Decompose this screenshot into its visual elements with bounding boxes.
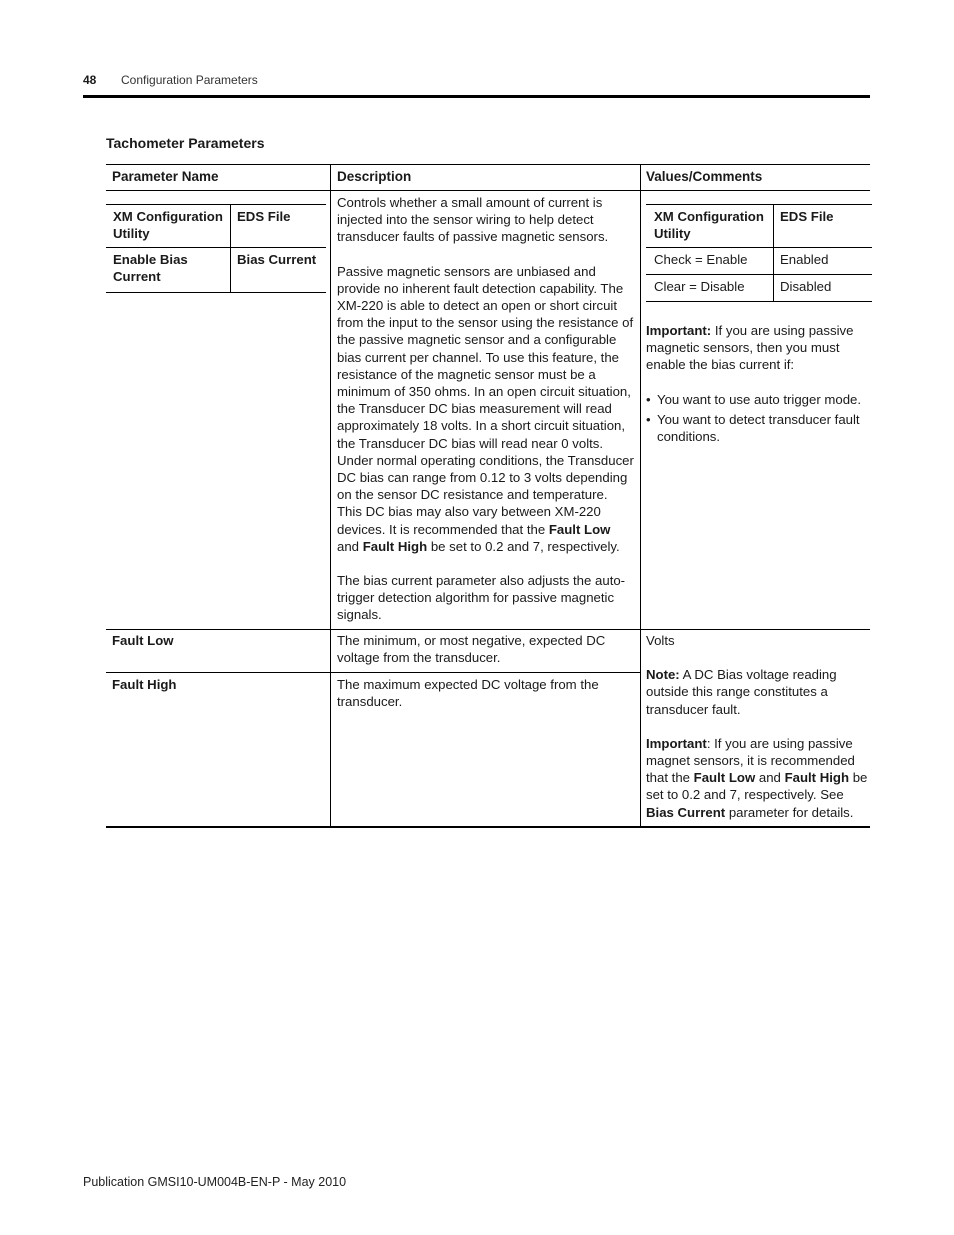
column-header-values: Values/Comments xyxy=(646,169,763,184)
page-number: 48 xyxy=(83,73,97,87)
bias-conditions-list xyxy=(646,391,864,446)
subtable-divider xyxy=(230,204,231,293)
subtable-rule xyxy=(646,274,872,275)
row-divider xyxy=(106,629,870,630)
column-divider xyxy=(640,164,641,827)
fault-note: Note: A DC Bias voltage reading outside this range constitutes a transducer fault. xyxy=(646,667,837,717)
values-cell: Enabled xyxy=(780,252,829,267)
subtable-rule xyxy=(646,247,872,248)
values-cell: Disabled xyxy=(780,279,832,294)
subtable-rule xyxy=(646,301,872,302)
subtable-divider xyxy=(773,204,774,302)
fault-high-name: Fault High xyxy=(112,677,177,692)
table-header-rule xyxy=(106,190,870,191)
description-paragraph: Controls whether a small amount of current is injected into the sensor wiring to help detect transducer faults of passive magnetic sensors. xyxy=(337,195,609,245)
header-rule xyxy=(83,95,870,98)
column-divider xyxy=(330,164,331,827)
section-title: Configuration Parameters xyxy=(121,73,258,87)
fault-values-comments xyxy=(646,632,868,821)
table-top-rule xyxy=(106,164,870,165)
subtable-rule xyxy=(106,204,326,205)
description-paragraph: The bias current parameter also adjusts the auto-trigger detection algorithm for passive magnetic signals. xyxy=(337,573,626,623)
values-header-utility: XM Configuration Utility xyxy=(654,209,764,242)
fault-low-description: The minimum, or most negative, expected DC voltage from the transducer. xyxy=(337,633,606,666)
table-bottom-rule xyxy=(106,826,870,828)
list-item: • You want to detect transducer fault conditions. xyxy=(646,411,864,445)
subtable-header-eds: EDS File xyxy=(237,209,291,224)
fault-low-name: Fault Low xyxy=(112,633,174,648)
row-divider xyxy=(106,672,640,673)
units: Volts xyxy=(646,633,675,648)
subtable-rule xyxy=(646,204,872,205)
subtable-rule xyxy=(106,247,326,248)
values-header-eds: EDS File xyxy=(780,209,834,224)
table-title: Tachometer Parameters xyxy=(106,135,265,151)
values-cell: Check = Enable xyxy=(654,252,748,267)
eds-parameter-name: Bias Current xyxy=(237,252,317,267)
list-item: • You want to use auto trigger mode. xyxy=(646,391,864,408)
fault-high-description: The maximum expected DC voltage from the transducer. xyxy=(337,677,599,710)
fault-important: Important: If you are using passive magnet sensors, it is recommended that the Fault Low and Fault High be set to 0.2 and 7, respectively. See Bias Current parameter for details. xyxy=(646,735,868,820)
subtable-header-utility: XM Configuration Utility xyxy=(113,209,223,242)
description-paragraph: Passive magnetic sensors are unbiased and provide no inherent fault detection capability. The XM-220 is able to detect an open or short circuit from the input to the sensor using the resistance of the passive magnetic sensor and a configurable bias current per channel. To use this feature, the resistance of the magnetic sensor must be a minimum of 350 ohms. In an open circuit situation, the Transducer DC bias measurement will read approximately 18 volts. In a short circuit situation, the Transducer DC bias will read near 0 volts. Under normal operating conditions, the Transducer DC bias can range from 0.12 to 3 volts depending on the sensor DC resistance and temperature. This DC bias may also vary between XM-220 devices. It is recommended that the Fault Low and Fault High be set to 0.2 and 7, respectively. xyxy=(337,263,634,554)
column-header-name: Parameter Name xyxy=(112,169,219,184)
subtable-rule xyxy=(106,292,326,293)
bias-current-description xyxy=(337,194,634,624)
utility-parameter-name: Enable Bias Current xyxy=(113,252,188,285)
bias-important-note: Important: If you are using passive magnetic sensors, then you must enable the bias current if: • You want to use auto trigger mode. • You want to detect transducer fault conditions. xyxy=(646,322,864,448)
column-header-description: Description xyxy=(337,169,412,184)
publication-footer: Publication GMSI10-UM004B-EN-P - May 2010 xyxy=(83,1175,347,1189)
values-cell: Clear = Disable xyxy=(654,279,745,294)
